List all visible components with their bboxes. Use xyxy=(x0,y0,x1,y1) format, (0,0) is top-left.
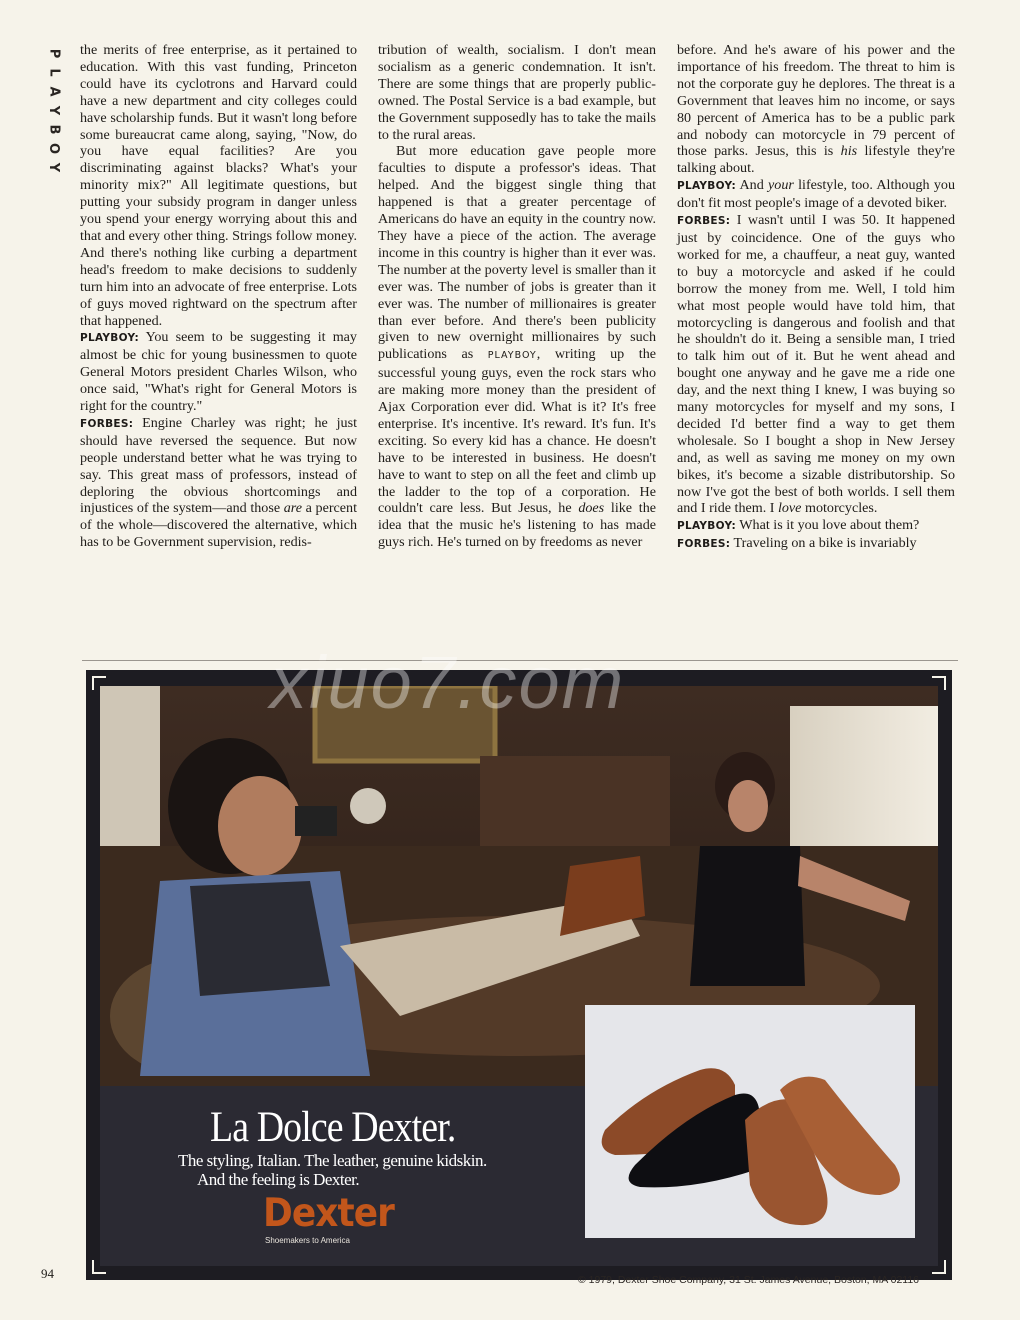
emphasis: does xyxy=(578,500,605,517)
speaker-label: FORBES: xyxy=(677,538,731,551)
logo-letter: P xyxy=(46,48,62,59)
watermark: xiuo7.com xyxy=(270,641,626,724)
article-column-2 xyxy=(378,42,656,551)
logo-letter: Y xyxy=(46,162,62,173)
logo-letter: O xyxy=(46,142,62,155)
paragraph-text: But more education gave people more faculties to dispute a professor's ideas. That helped. And the biggest single thing that happened is that a greater percentage of Americans do have an equity in the country now. They have a piece of the action. The average income in this country is higher than it ever was. The number at the poverty level is smaller than it ever was. The number of jobs is greater than it ever was. The number of millionaires is greater than ever before. And there's been publicity given to new overnight millionaires by such publications as xyxy=(378,143,656,363)
paragraph xyxy=(378,42,656,143)
paragraph xyxy=(378,143,656,551)
brand-tagline: Shoemakers to America xyxy=(265,1236,350,1245)
woman-face xyxy=(728,780,768,832)
paragraph-text: lifestyle, too. Although you don't fit most people's image of a devoted biker. xyxy=(677,177,956,212)
paragraph xyxy=(677,177,955,212)
logo-letter: L xyxy=(46,68,62,77)
speaker-label: PLAYBOY: xyxy=(80,332,139,345)
ad-headline: La Dolce Dexter. xyxy=(210,1104,456,1151)
paragraph-text: lifestyle they're talking about. xyxy=(677,143,956,177)
logo-letter: A xyxy=(46,86,62,97)
paragraph-text: I wasn't until I was 50. It happened just by coincidence. One of the guys who worked for me, a chauffeur, a neat guy, wanted to buy a motorcycle and asked if he could borrow the money from me. Well, I told him what most people would have told him, that motorcycling is dangerous and foolish and that he shouldn't do it. Being a sensible man, I tried to talk him out of it. But he went ahead and bought one anyway and he gave me a ride one day, and the next thing I knew, I was buying so many motorcycles for myself and my sons, I decided I'd better find a way to get them wholesale. So I bought a shop in New Jersey and, as well as saving me money on my own bikes, it's become a sizable distributorship. So now I've got the best of both worlds. I sell them and I ride them. I xyxy=(677,212,955,517)
speaker-label: FORBES: xyxy=(677,215,731,228)
paragraph-text: before. And he's aware of his power and the importance of his freedom. The threat to him is not the corporate guy he deplores. The threat is a Government that leaves him no income, or says 80 percent of America has to be a public park and nobody can motorcycle in 79 percent of those parks. Jesus, this is xyxy=(677,42,955,160)
paragraph xyxy=(677,42,955,177)
camera xyxy=(295,806,337,836)
paragraph-text: And xyxy=(739,177,769,194)
speaker-label: FORBES: xyxy=(80,417,134,430)
paragraph-text: a percent of the whole—discovered the alternative, which has to be Government supervision, redis- xyxy=(80,500,357,551)
emphasis: love xyxy=(777,500,802,517)
paragraph xyxy=(677,517,955,535)
logo-letter: Y xyxy=(46,105,62,116)
magazine-name: PLAYBOY xyxy=(487,350,537,362)
article-column-3 xyxy=(677,42,955,553)
magazine-logo xyxy=(42,44,66,177)
man-face xyxy=(218,776,302,876)
logo-letter: B xyxy=(46,124,62,135)
paragraph-text: Engine Charley was right; he just should have reversed the sequence. But now people understand better what he was trying to say. This great mass of professors, instead of deploring the obvious shortcomings and injustices of the system—and those xyxy=(80,414,357,517)
emphasis: his xyxy=(840,143,858,160)
paragraph-text: Traveling on a bike is invariably xyxy=(733,535,917,552)
cabinet xyxy=(480,756,670,856)
ad-tagline-2: And the feeling is Dexter. xyxy=(197,1170,360,1189)
article-column-1 xyxy=(80,42,357,551)
speaker-label: PLAYBOY: xyxy=(677,180,736,193)
paragraph-text: motorcycles. xyxy=(801,500,878,517)
paragraph-text: tribution of wealth, socialism. I don't mean socialism as a generic condemnation. It isn't. There are some things that are properly public-owned. The Postal Service is a bad example, but the Government supposedly has to take the mails to the rural areas. xyxy=(378,42,656,143)
paragraph-text: You seem to be suggesting it may almost be chic for young businessmen to quote General Motors president Charles Wilson, who once said, "What's right for General Motors is right for the country." xyxy=(80,329,357,415)
flash xyxy=(350,788,386,824)
man-vest xyxy=(190,881,330,996)
ad-tagline-1: The styling, Italian. The leather, genuine kidskin. xyxy=(178,1151,487,1170)
paragraph xyxy=(677,535,955,553)
emphasis: your xyxy=(768,177,794,194)
woman-outfit xyxy=(690,846,805,986)
shoe-photo xyxy=(585,1005,915,1238)
paragraph xyxy=(80,329,357,415)
paragraph xyxy=(80,415,357,551)
window-left xyxy=(100,686,160,846)
emphasis: are xyxy=(283,500,302,517)
copyright-line: © 1979, Dexter Shoe Company, 31 St. James Avenue, Boston, MA 02116 xyxy=(578,1274,920,1286)
paragraph-text: , writing up the successful young guys, even the rock stars who are making more money than the president of Ajax Corporation ever did. What is it? It's free enterprise. It's incentive. It's reward. It's fun. It's exciting. So every kid has a chance. He doesn't have to be interested in business. He doesn't have to want to step on all the feet and climb up the ladder to the top of a corporation. He couldn't care less. But Jesus, he xyxy=(378,346,656,517)
page-number: 94 xyxy=(41,1266,54,1281)
speaker-label: PLAYBOY: xyxy=(677,520,736,533)
paragraph-text: What is it you love about them? xyxy=(739,517,920,534)
paragraph xyxy=(80,42,357,329)
paragraph xyxy=(677,212,955,517)
paragraph-text: like the idea that the music he's listening to has made guys rich. He's turned on by freedoms as never xyxy=(378,500,657,551)
paragraph-text: the merits of free enterprise, as it pertained to education. With this vast funding, Princeton could have its cyclotrons and Harvard could have a new department and city colleges could have scholarship funds. But it wasn't long before some bureaucrat came along, saying, "Now, do you have equal facilities? Are you discriminating against blacks? What's your minority mix?" All legitimate questions, but putting your subsidy program in danger unless you spend your energy worrying about this and that and every other thing. Strings follow money. And there's nothing like curbing a department head's freedom to make decisions to suddenly turn him into an advocate of free enterprise. Lots of guys moved rightward on the spectrum after that happened. xyxy=(80,42,357,329)
brand-logo: Dexter xyxy=(263,1191,394,1236)
